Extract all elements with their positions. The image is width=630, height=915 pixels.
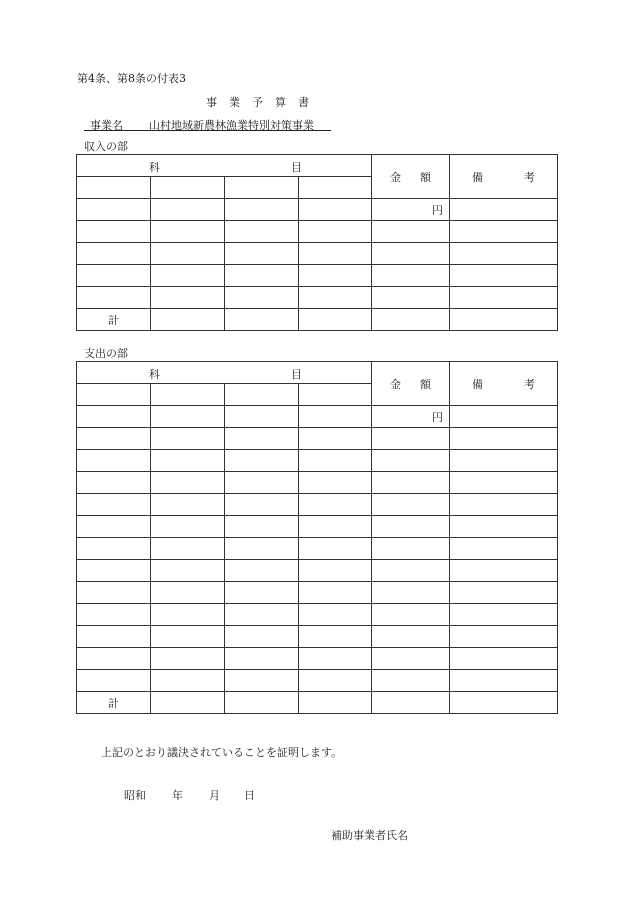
income-table xyxy=(76,154,558,331)
date-year: 年 xyxy=(172,789,183,802)
kamoku-sub-cell[interactable] xyxy=(225,384,299,406)
kamoku-sub-cell[interactable] xyxy=(77,177,151,199)
project-name-value: 山村地域新農林漁業特別対策事業 xyxy=(149,119,314,132)
table-row xyxy=(77,582,558,604)
page-title: 事業予算書 xyxy=(206,96,321,109)
amount-header: 金 額 xyxy=(372,362,450,406)
total-label: 計 xyxy=(77,309,151,331)
kamoku-sub-cell[interactable] xyxy=(151,177,225,199)
income-header-row xyxy=(77,155,558,177)
table-row xyxy=(77,670,558,692)
table-row xyxy=(77,265,558,287)
table-row xyxy=(77,221,558,243)
table-row xyxy=(77,287,558,309)
project-name-label: 事業名 xyxy=(90,119,123,132)
expense-header-row xyxy=(77,362,558,384)
yen-unit: 円 xyxy=(372,406,450,428)
table-row xyxy=(77,450,558,472)
kamoku-header: 科 目 xyxy=(77,155,372,177)
table-row xyxy=(77,516,558,538)
date-day: 日 xyxy=(244,789,255,802)
project-name-underline xyxy=(84,130,331,131)
kamoku-sub-cell[interactable] xyxy=(299,177,372,199)
remarks-header: 備 考 xyxy=(450,155,558,199)
total-row xyxy=(77,309,558,331)
total-row xyxy=(77,692,558,714)
kamoku-sub-cell[interactable] xyxy=(299,384,372,406)
yen-unit: 円 xyxy=(372,199,450,221)
kamoku-header: 科 目 xyxy=(77,362,372,384)
remarks-header: 備 考 xyxy=(450,362,558,406)
table-row xyxy=(77,428,558,450)
income-section-label: 収入の部 xyxy=(84,140,128,153)
total-label: 計 xyxy=(77,692,151,714)
table-row xyxy=(77,494,558,516)
table-row xyxy=(77,648,558,670)
date-month: 月 xyxy=(209,789,220,802)
table-row xyxy=(77,604,558,626)
table-row xyxy=(77,472,558,494)
table-row xyxy=(77,626,558,648)
expense-section-label: 支出の部 xyxy=(84,347,128,360)
signatory-label: 補助事業者氏名 xyxy=(331,829,408,842)
kamoku-sub-cell[interactable] xyxy=(77,384,151,406)
table-row xyxy=(77,560,558,582)
table-row xyxy=(77,406,558,428)
table-row xyxy=(77,199,558,221)
kamoku-sub-cell[interactable] xyxy=(151,384,225,406)
expense-table xyxy=(76,361,558,714)
table-row xyxy=(77,538,558,560)
certification-text: 上記のとおり議決されていることを証明します。 xyxy=(101,746,343,759)
amount-header: 金 額 xyxy=(372,155,450,199)
kamoku-sub-cell[interactable] xyxy=(225,177,299,199)
table-row xyxy=(77,243,558,265)
date-era: 昭和 xyxy=(124,789,146,802)
article-reference: 第4条、第8条の付表3 xyxy=(77,72,186,85)
